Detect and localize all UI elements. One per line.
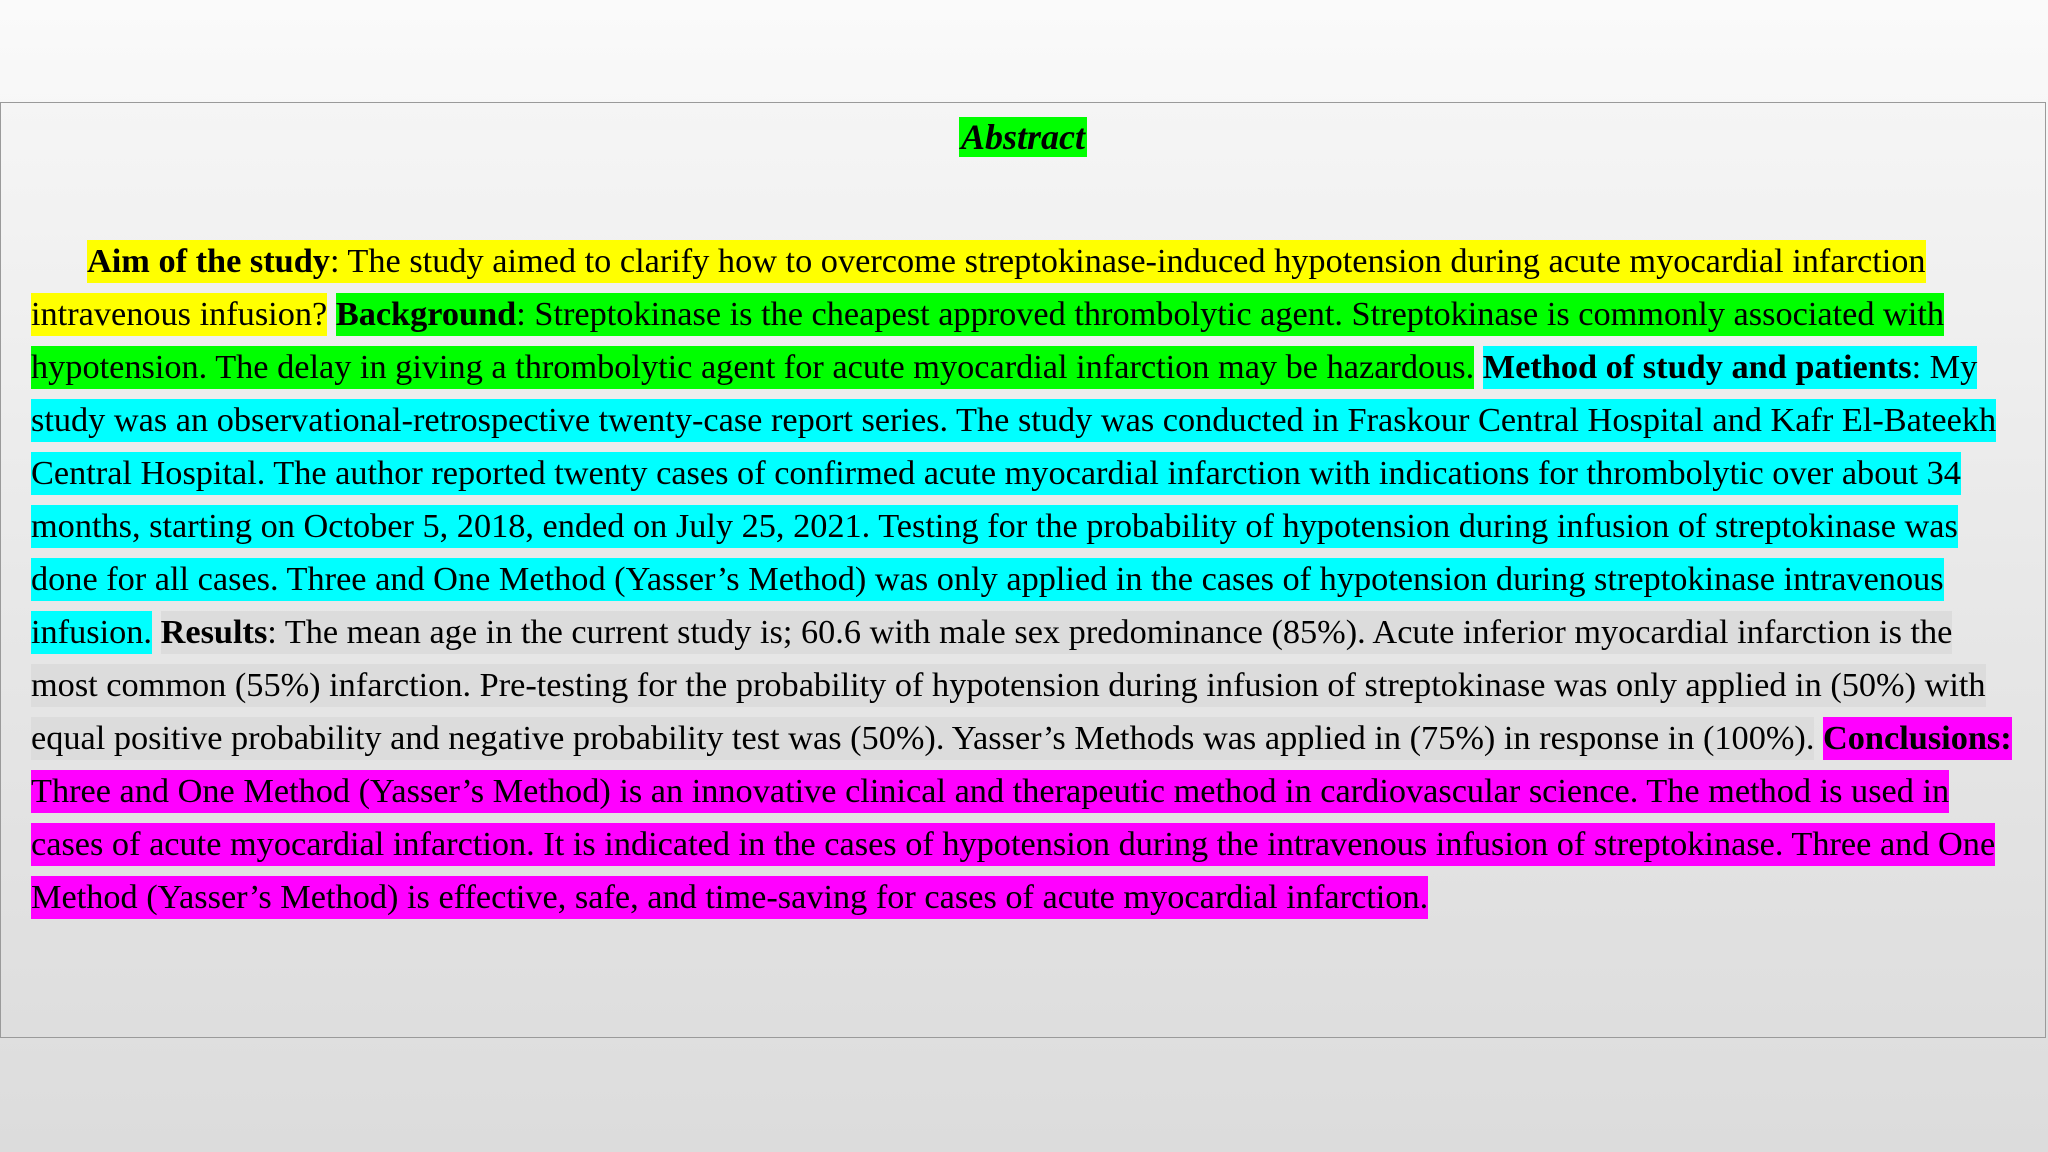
method-section [31,346,1996,654]
results-section [31,611,1986,760]
abstract-slide-panel [0,102,2046,1038]
conclusions-text: Three and One Method (Yasser’s Method) is an innovative clinical and therapeutic method in cardiovascular science. The method is used in cases of acute myocardial infarction. It is indicated in the cases of hypotension during the intravenous infusion of streptokinase. Three and One Method (Yasser’s Method) is effective, safe, and time-saving for cases of acute myocardial infarction. [31,772,1996,916]
method-label: Method of study and patients [1482,348,1912,386]
results-label: Results [160,613,268,651]
title-container [1,115,2045,159]
background-text: : Streptokinase is the cheapest approved thrombolytic agent. Streptokinase is commonly associated with hypotension. The delay in giving a thrombolytic agent for acute myocardial infarction may be hazardous. [31,295,1945,386]
aim-label: Aim of the study [87,242,330,280]
aim-text: : The study aimed to clarify how to overcome streptokinase-induced hypotension during acute myocardial infarction intravenous infusion? [31,242,1926,333]
abstract-body [31,235,2027,924]
background-label: Background [335,295,517,333]
conclusions-label: Conclusions: [1823,719,2012,757]
method-text: : My study was an observational-retrospective twenty-case report series. The study was conducted in Fraskour Central Hospital and Kafr El-Bateekh Central Hospital. The author reported twenty cases of confirmed acute myocardial infarction with indications for thrombolytic over about 34 months, starting on October 5, 2018, ended on July 25, 2021. Testing for the probability of hypotension during infusion of streptokinase was done for all cases. Three and One Method (Yasser’s Method) was only applied in the cases of hypotension during streptokinase intravenous infusion. [31,348,1997,651]
abstract-title: Abstract [960,117,1085,157]
results-text: : The mean age in the current study is; 60.6 with male sex predominance (85%). Acute inferior myocardial infarction is the most common (55%) infarction. Pre-testing for the probability of hypotension during infusion of streptokinase was only applied in (50%) with equal positive probability and negative probability test was (50%). Yasser’s Methods was applied in (75%) in response in (100%). [31,613,1986,757]
